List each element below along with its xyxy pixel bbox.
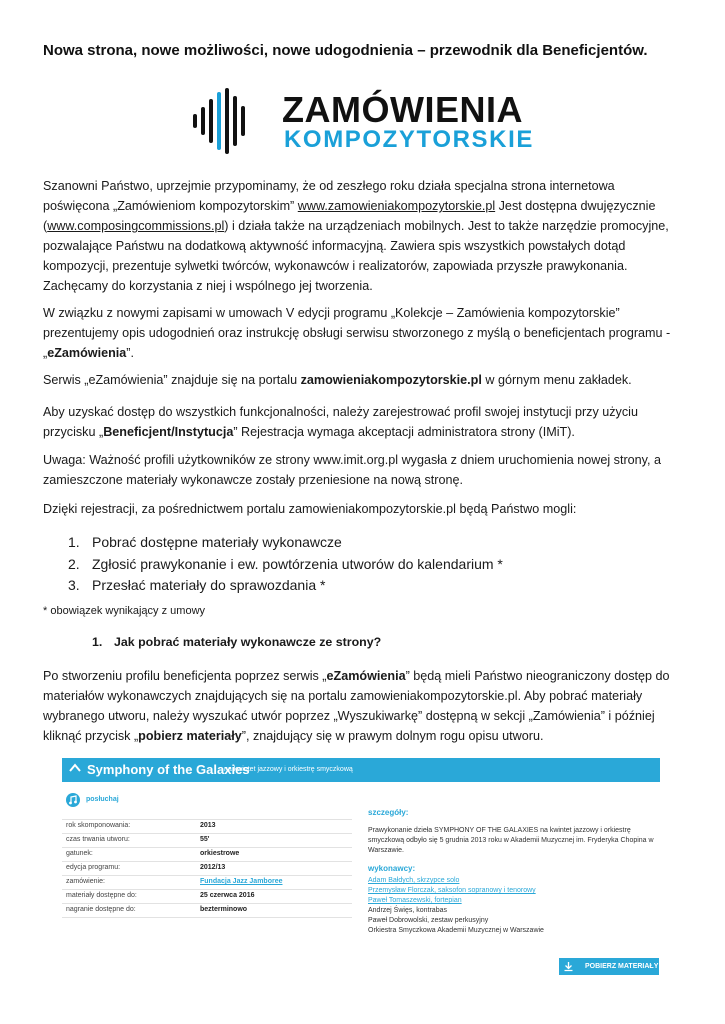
table-row: zamówienie: Fundacja Jazz Jamboree xyxy=(62,875,352,889)
paragraph-service-location: Serwis „eZamówienia” znajduje się na portalu zamowieniakompozytorskie.pl w górnym menu zakładek. xyxy=(43,373,632,387)
link-zamowienia[interactable]: www.zamowieniakompozytorskie.pl xyxy=(297,199,496,213)
table-row: materiały dostępne do: 25 czerwca 2016 xyxy=(62,889,352,903)
work-title: Symphony of the Galaxies xyxy=(87,762,250,777)
list-item: 1. Pobrać dostępne materiały wykonawcze xyxy=(68,534,342,550)
section-heading: 1. Jak pobrać materiały wykonawcze ze strony? xyxy=(92,635,382,649)
performer-item: Orkiestra Smyczkowa Akademii Muzycznej w Warszawie xyxy=(368,927,544,934)
table-row: czas trwania utworu: 55' xyxy=(62,833,352,847)
paragraph-intro: Szanowni Państwo, uprzejmie przypominamy, że od zeszłego roku działa specjalna strona internetowa poświęcona „Zamówieniom kompozytorskim” www.zamowieniakompozytorskie.pl Jest dostępna dwujęzycznie (www.composingcommissions.pl) i działa także na urządzeniach mobilnych. Jest to także narzędzie promocyjne, pozwalające Państwu na dodatkową aktywność informacyjną. Zawiera spis wszystkich powstałych dotąd kompozycji, prezentuje sylwetki twórców, wykonawców i realizatorów, zapowiada przyszłe prawykonania. Zachęcamy do korzystania z niej i wspólnego jej tworzenia. xyxy=(43,179,669,293)
link-composingcommissions[interactable]: www.composingcommissions.pl xyxy=(47,219,225,233)
music-note-icon xyxy=(66,793,80,807)
commissioner-link[interactable]: Fundacja Jazz Jamboree xyxy=(200,878,283,885)
embedded-screenshot xyxy=(62,758,660,978)
details-heading: szczegóły: xyxy=(368,808,409,817)
performer-item: Andrzej Święs, kontrabas xyxy=(368,907,447,914)
paragraph-new-terms: W związku z nowymi zapisami w umowach V edycji programu „Kolekcje – Zamówienia kompozytorskie” prezentujemy opis udogodnień oraz instrukcję obsługi serwisu stworzonego z myślą o beneficjentach programu - „eZamówienia”. xyxy=(43,306,671,360)
list-item: 2. Zgłosić prawykonanie i ew. powtórzenia utworów do kalendarium * xyxy=(68,555,503,572)
paragraph-benefits-intro: Dzięki rejestracji, za pośrednictwem portalu zamowieniakompozytorskie.pl będą Państwo mogli: xyxy=(43,502,577,516)
table-row: rok skomponowania: 2013 xyxy=(62,819,352,833)
footnote: * obowiązek wynikający z umowy xyxy=(43,605,206,617)
list-item: 3. Przesłać materiały do sprawozdania * xyxy=(68,577,326,593)
paragraph-download-instructions: Po stworzeniu profilu beneficjenta poprzez serwis „eZamówienia” będą mieli Państwo nieograniczony dostęp do materiałów wykonawczych znajdujących się na portalu zamowieniakompozytorskie.pl. Aby pobrać materiały wybranego utworu, należy wyszukać utwór poprzez „Wyszukiwarkę” dostępną w sekcji „Zamówienia” i później kliknąć przycisk „pobierz materiały”, znajdujący się w prawym dolnym rogu opisu utworu. xyxy=(43,669,670,743)
paragraph-warning: Uwaga: Ważność profili użytkowników ze strony www.imit.org.pl wygasła z dniem uruchomienia nowej strony, a zamieszczone materiały wykonawcze zostały przeniesione na nową stronę. xyxy=(43,453,662,487)
table-row: nagranie dostępne do: bezterminowo xyxy=(62,903,352,918)
table-row: edycja programu: 2012/13 xyxy=(62,861,352,875)
details-text: Prawykonanie dzieła SYMPHONY OF THE GALAXIES na kwintet jazzowy i orkiestrę smyczkową odbyło się 5 grudnia 2013 roku w Akademii Muzycznej im. Fryderyka Chopina w Warszawie. xyxy=(368,827,654,854)
benefits-list xyxy=(68,532,503,597)
paragraph-registration: Aby uzyskać dostęp do wszystkich funkcjonalności, należy zarejestrować profil swojej instytucji przy użyciu przycisku „Beneficjent/Instytucja” Rejestracja wymaga akceptacji administratora strony (IMiT). xyxy=(43,405,638,439)
work-description xyxy=(368,808,658,936)
chevron-up-icon[interactable] xyxy=(68,761,82,775)
document-title: Nowa strona, nowe możliwości, nowe udogodnienia – przewodnik dla Beneficjentów. xyxy=(43,42,648,59)
logo-line1: ZAMÓWIENIA xyxy=(282,89,523,130)
table-row: gatunek: orkiestrowe xyxy=(62,847,352,861)
performer-link[interactable]: Adam Bałdych, skrzypce solo xyxy=(368,877,460,884)
listen-label[interactable]: posłuchaj xyxy=(86,796,119,803)
performer-link[interactable]: Paweł Tomaszewski, fortepian xyxy=(368,897,462,904)
download-materials-button[interactable]: POBIERZ MATERIAŁY xyxy=(559,958,659,975)
work-header-bar[interactable] xyxy=(62,758,660,782)
performers-heading: wykonawcy: xyxy=(368,864,416,873)
work-details-table xyxy=(62,819,352,918)
play-button[interactable] xyxy=(66,793,80,807)
work-subtitle: na kwintet jazzowy i orkiestrę smyczkową xyxy=(224,766,353,773)
zamowienia-logo xyxy=(192,88,537,154)
logo-line2: KOMPOZYTORSKIE xyxy=(284,126,534,153)
download-icon xyxy=(563,961,574,972)
performer-item: Paweł Dobrowolski, zestaw perkusyjny xyxy=(368,917,489,924)
performer-link[interactable]: Przemysław Florczak, saksofon sopranowy i tenorowy xyxy=(368,887,536,894)
sound-bars-icon xyxy=(192,88,250,154)
